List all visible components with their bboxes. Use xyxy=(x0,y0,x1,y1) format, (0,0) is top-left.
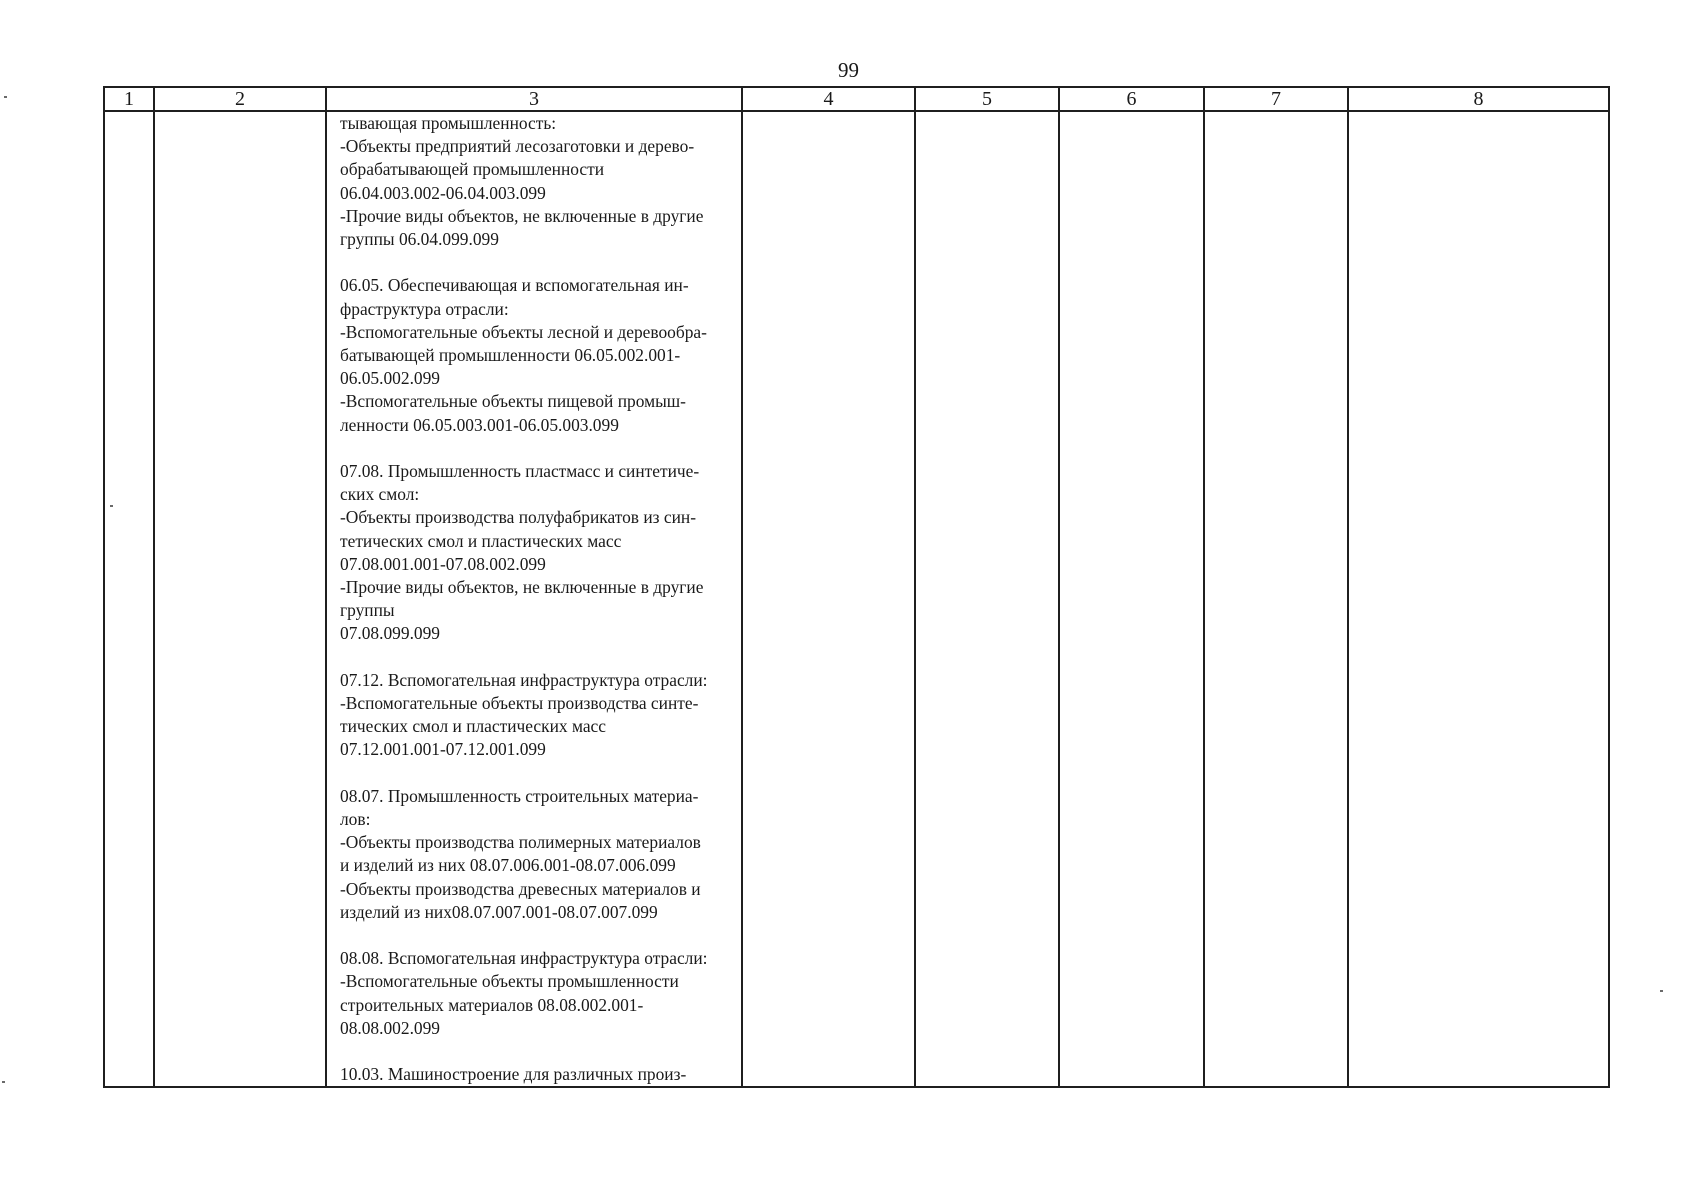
column-header-2: 2 xyxy=(154,87,326,111)
section-line: -Объекты производства полимерных материалов xyxy=(340,832,701,853)
section-line: и изделий из них 08.07.006.001-08.07.006.099 xyxy=(340,855,676,876)
section-line: 08.08. Вспомогательная инфраструктура отрасли: xyxy=(340,948,708,969)
column-header-6: 6 xyxy=(1059,87,1204,111)
document-table xyxy=(103,86,1610,1088)
section-line: тывающая промышленность: xyxy=(340,113,557,133)
column-header-1: 1 xyxy=(104,87,154,111)
cell-col-1 xyxy=(104,111,154,1087)
cell-col-6 xyxy=(1059,111,1204,1087)
classification-section xyxy=(340,669,735,762)
section-line: 07.08.099.099 xyxy=(340,623,440,644)
section-line: ских смол: xyxy=(340,484,420,505)
page-number: 99 xyxy=(838,58,859,82)
section-line: 07.12. Вспомогательная инфраструктура отрасли: xyxy=(340,669,708,690)
table-row xyxy=(104,111,1609,1087)
section-line: -Вспомогательные объекты производства синте- xyxy=(340,693,699,714)
section-line: 07.08.001.001-07.08.002.099 xyxy=(340,553,546,574)
cell-col-7 xyxy=(1204,111,1348,1087)
section-line: тических смол и пластических масс xyxy=(340,716,606,737)
section-line: 06.05. Обеспечивающая и вспомогательная ин- xyxy=(340,275,689,296)
section-line: -Вспомогательные объекты промышленности xyxy=(340,971,679,992)
section-line: 06.04.003.002-06.04.003.099 xyxy=(340,182,546,203)
cell-col-2 xyxy=(154,111,326,1087)
section-line: -Объекты производства полуфабрикатов из син- xyxy=(340,507,696,528)
classification-section xyxy=(340,947,735,1040)
section-line: -Прочие виды объектов, не включенные в другие xyxy=(340,577,704,598)
column-header-7: 7 xyxy=(1204,87,1348,111)
section-line: группы xyxy=(340,600,395,621)
section-line: -Объекты производства древесных материалов и xyxy=(340,878,701,899)
scan-speck xyxy=(110,505,113,507)
scan-speck xyxy=(1660,990,1663,992)
section-line: батывающей промышленности 06.05.002.001- xyxy=(340,345,681,366)
column-header-3: 3 xyxy=(326,87,742,111)
object-classification-list xyxy=(340,112,735,1086)
section-line: -Вспомогательные объекты пищевой промыш- xyxy=(340,391,686,412)
section-line: фраструктура отрасли: xyxy=(340,298,509,319)
section-line: изделий из них08.07.007.001-08.07.007.099 xyxy=(340,901,658,922)
column-number-row xyxy=(104,87,1609,111)
cell-col-8 xyxy=(1348,111,1609,1087)
section-line: 08.07. Промышленность строительных материа- xyxy=(340,785,699,806)
section-line: тетических смол и пластических масс xyxy=(340,530,622,551)
classification-section xyxy=(340,460,735,646)
classification-section xyxy=(340,274,735,436)
section-line: обрабатывающей промышленности xyxy=(340,159,605,180)
classification-section xyxy=(340,112,735,251)
document-table-wrapper xyxy=(103,86,1608,1088)
cell-col-3 xyxy=(326,111,742,1087)
scan-speck xyxy=(2,1081,5,1083)
section-line: -Прочие виды объектов, не включенные в другие xyxy=(340,205,704,226)
section-line: строительных материалов 08.08.002.001- xyxy=(340,994,644,1015)
column-header-5: 5 xyxy=(915,87,1059,111)
section-line: группы 06.04.099.099 xyxy=(340,229,499,250)
column-header-8: 8 xyxy=(1348,87,1609,111)
section-line: ленности 06.05.003.001-06.05.003.099 xyxy=(340,414,619,435)
section-line: лов: xyxy=(340,809,371,830)
section-line: 08.08.002.099 xyxy=(340,1017,440,1038)
section-line: 07.12.001.001-07.12.001.099 xyxy=(340,739,546,760)
section-line: 10.03. Машиностроение для различных произ- xyxy=(340,1064,687,1085)
cell-col-5 xyxy=(915,111,1059,1087)
section-line: 07.08. Промышленность пластмасс и синтетиче- xyxy=(340,461,700,482)
cell-col-4 xyxy=(742,111,915,1087)
section-line: 06.05.002.099 xyxy=(340,368,440,389)
classification-section xyxy=(340,1063,735,1086)
column-header-4: 4 xyxy=(742,87,915,111)
scan-speck xyxy=(4,96,7,98)
section-line: -Объекты предприятий лесозаготовки и дерево- xyxy=(340,136,695,157)
section-line: -Вспомогательные объекты лесной и деревообра- xyxy=(340,321,707,342)
classification-section xyxy=(340,785,735,924)
